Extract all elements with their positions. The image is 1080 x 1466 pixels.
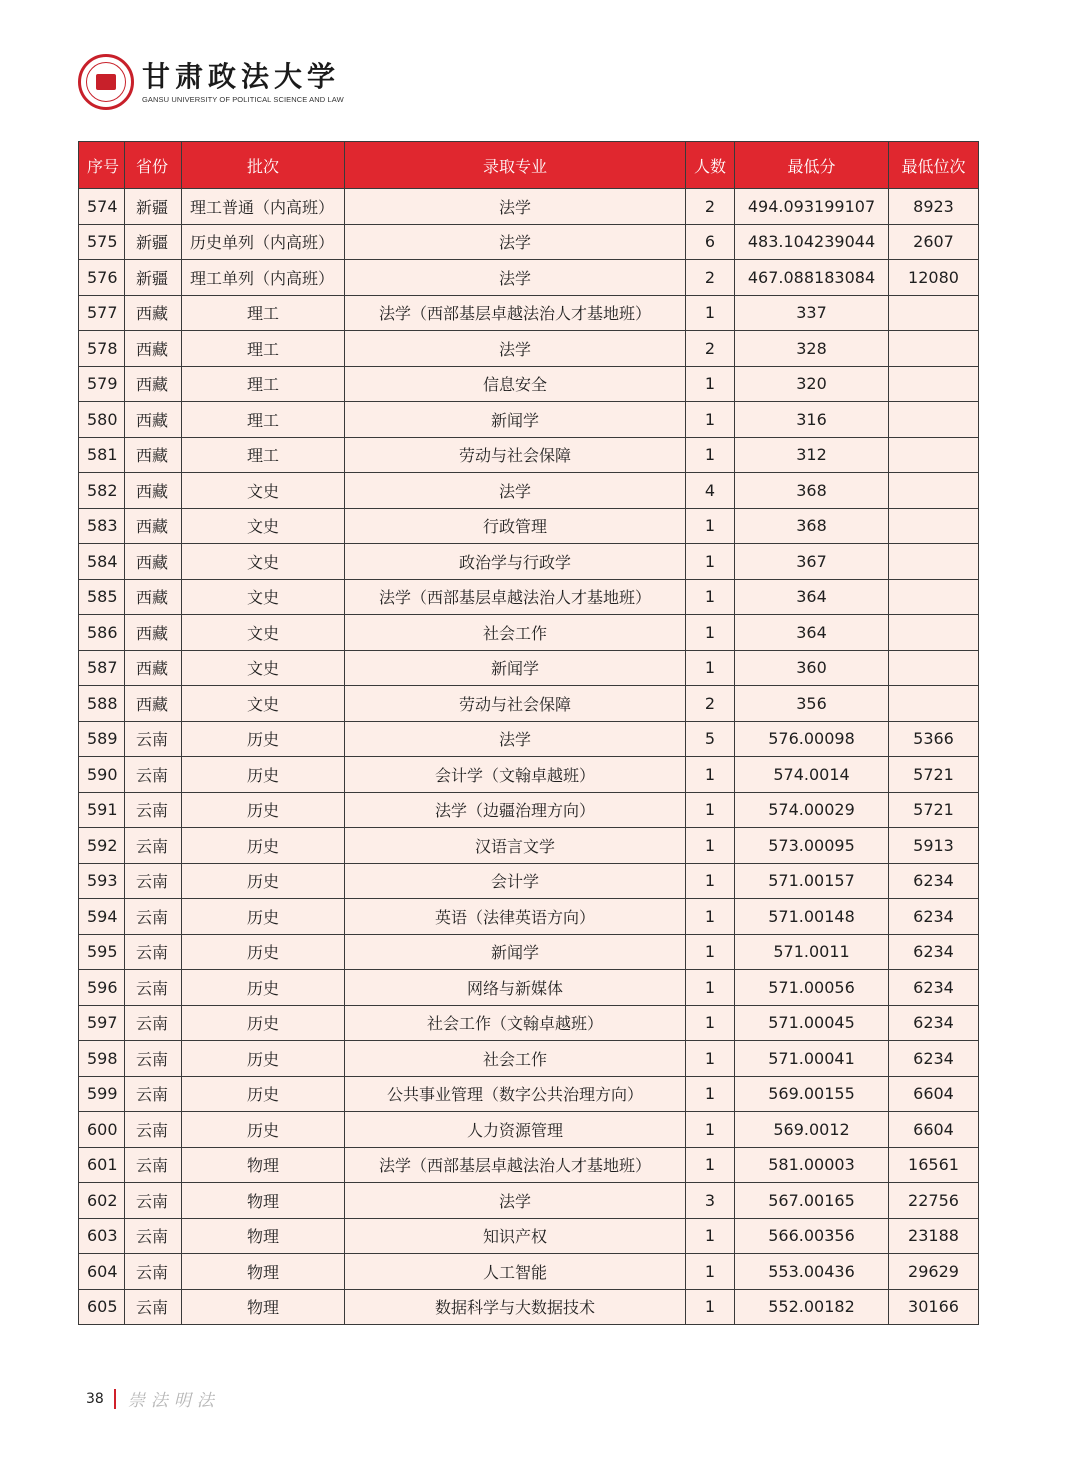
table-row [79, 1218, 979, 1254]
cell-index: 605 [79, 1289, 125, 1325]
cell-batch: 物理 [182, 1218, 345, 1254]
cell-count: 2 [686, 331, 735, 367]
cell-province: 云南 [125, 721, 182, 757]
cell-batch: 历史 [182, 899, 345, 935]
university-brand [142, 61, 344, 104]
cell-count: 4 [686, 473, 735, 509]
cell-batch: 文史 [182, 544, 345, 580]
cell-count: 1 [686, 366, 735, 402]
table-row [79, 437, 979, 473]
table-row [79, 544, 979, 580]
cell-count: 2 [686, 189, 735, 225]
cell-index: 600 [79, 1112, 125, 1148]
cell-min-score: 581.00003 [735, 1147, 889, 1183]
cell-province: 云南 [125, 1005, 182, 1041]
cell-min-rank: 6234 [889, 970, 979, 1006]
cell-major: 劳动与社会保障 [345, 686, 686, 722]
cell-index: 594 [79, 899, 125, 935]
cell-min-score: 337 [735, 295, 889, 331]
cell-major: 网络与新媒体 [345, 970, 686, 1006]
cell-province: 云南 [125, 863, 182, 899]
cell-batch: 历史 [182, 1076, 345, 1112]
cell-min-score: 571.00148 [735, 899, 889, 935]
cell-min-rank [889, 650, 979, 686]
admission-table [78, 141, 979, 1325]
cell-batch: 物理 [182, 1254, 345, 1290]
footer-motto: 崇法明法 [127, 1391, 220, 1411]
cell-province: 西藏 [125, 615, 182, 651]
cell-count: 1 [686, 934, 735, 970]
cell-province: 新疆 [125, 224, 182, 260]
table-row [79, 189, 979, 225]
cell-index: 584 [79, 544, 125, 580]
cell-count: 6 [686, 224, 735, 260]
cell-min-rank [889, 544, 979, 580]
cell-count: 2 [686, 260, 735, 296]
cell-min-score: 552.00182 [735, 1289, 889, 1325]
cell-major: 法学 [345, 331, 686, 367]
table-row [79, 473, 979, 509]
cell-batch: 历史 [182, 792, 345, 828]
cell-min-score: 574.0014 [735, 757, 889, 793]
cell-index: 585 [79, 579, 125, 615]
cell-min-rank [889, 331, 979, 367]
cell-min-rank [889, 473, 979, 509]
cell-major: 新闻学 [345, 402, 686, 438]
cell-min-rank: 12080 [889, 260, 979, 296]
cell-batch: 历史 [182, 1041, 345, 1077]
cell-major: 法学 [345, 1183, 686, 1219]
cell-province: 云南 [125, 899, 182, 935]
cell-major: 公共事业管理（数字公共治理方向） [345, 1076, 686, 1112]
cell-min-rank [889, 366, 979, 402]
cell-batch: 文史 [182, 579, 345, 615]
table-row [79, 828, 979, 864]
cell-batch: 文史 [182, 615, 345, 651]
cell-min-score: 576.00098 [735, 721, 889, 757]
cell-count: 1 [686, 295, 735, 331]
table-row [79, 1183, 979, 1219]
cell-batch: 物理 [182, 1289, 345, 1325]
cell-index: 602 [79, 1183, 125, 1219]
cell-province: 云南 [125, 792, 182, 828]
cell-province: 云南 [125, 1076, 182, 1112]
cell-min-rank: 6234 [889, 899, 979, 935]
cell-index: 580 [79, 402, 125, 438]
cell-min-score: 566.00356 [735, 1218, 889, 1254]
cell-province: 新疆 [125, 189, 182, 225]
column-header-province: 省份 [125, 142, 182, 189]
cell-min-rank: 22756 [889, 1183, 979, 1219]
cell-min-rank: 6234 [889, 863, 979, 899]
cell-province: 云南 [125, 970, 182, 1006]
cell-province: 西藏 [125, 579, 182, 615]
cell-major: 法学（西部基层卓越法治人才基地班） [345, 1147, 686, 1183]
cell-min-score: 574.00029 [735, 792, 889, 828]
cell-major: 信息安全 [345, 366, 686, 402]
cell-min-rank: 6604 [889, 1076, 979, 1112]
cell-province: 云南 [125, 1218, 182, 1254]
cell-major: 知识产权 [345, 1218, 686, 1254]
table-row [79, 1005, 979, 1041]
cell-province: 西藏 [125, 437, 182, 473]
cell-index: 595 [79, 934, 125, 970]
cell-min-score: 567.00165 [735, 1183, 889, 1219]
cell-min-score: 368 [735, 473, 889, 509]
cell-province: 西藏 [125, 686, 182, 722]
cell-index: 589 [79, 721, 125, 757]
column-header-count: 人数 [686, 142, 735, 189]
cell-batch: 理工 [182, 437, 345, 473]
column-header-index: 序号 [79, 142, 125, 189]
cell-province: 西藏 [125, 544, 182, 580]
cell-major: 政治学与行政学 [345, 544, 686, 580]
cell-major: 会计学 [345, 863, 686, 899]
cell-index: 575 [79, 224, 125, 260]
column-header-min-rank: 最低位次 [889, 142, 979, 189]
cell-count: 1 [686, 899, 735, 935]
cell-index: 590 [79, 757, 125, 793]
table-row [79, 366, 979, 402]
cell-batch: 历史 [182, 863, 345, 899]
cell-min-rank: 8923 [889, 189, 979, 225]
cell-province: 西藏 [125, 402, 182, 438]
cell-province: 西藏 [125, 331, 182, 367]
cell-major: 法学（边疆治理方向） [345, 792, 686, 828]
cell-min-score: 316 [735, 402, 889, 438]
cell-index: 603 [79, 1218, 125, 1254]
table-row [79, 1076, 979, 1112]
cell-min-score: 494.093199107 [735, 189, 889, 225]
cell-min-rank: 5721 [889, 792, 979, 828]
cell-major: 新闻学 [345, 934, 686, 970]
cell-index: 576 [79, 260, 125, 296]
cell-count: 1 [686, 792, 735, 828]
table-row [79, 721, 979, 757]
cell-province: 西藏 [125, 650, 182, 686]
cell-min-score: 364 [735, 615, 889, 651]
cell-major: 社会工作 [345, 615, 686, 651]
cell-count: 1 [686, 1254, 735, 1290]
table-row [79, 331, 979, 367]
table-header-row [79, 142, 979, 189]
cell-batch: 理工 [182, 402, 345, 438]
cell-major: 法学 [345, 224, 686, 260]
cell-province: 云南 [125, 828, 182, 864]
cell-count: 1 [686, 402, 735, 438]
cell-index: 581 [79, 437, 125, 473]
cell-min-rank: 29629 [889, 1254, 979, 1290]
cell-batch: 历史 [182, 1005, 345, 1041]
cell-province: 云南 [125, 1254, 182, 1290]
cell-min-score: 367 [735, 544, 889, 580]
cell-min-score: 368 [735, 508, 889, 544]
cell-index: 592 [79, 828, 125, 864]
cell-major: 法学 [345, 473, 686, 509]
table-row [79, 970, 979, 1006]
cell-count: 1 [686, 1005, 735, 1041]
cell-major: 会计学（文翰卓越班） [345, 757, 686, 793]
cell-batch: 历史 [182, 1112, 345, 1148]
cell-major: 法学（西部基层卓越法治人才基地班） [345, 295, 686, 331]
cell-major: 汉语言文学 [345, 828, 686, 864]
cell-index: 582 [79, 473, 125, 509]
cell-batch: 理工普通（内高班） [182, 189, 345, 225]
cell-count: 1 [686, 970, 735, 1006]
cell-min-rank: 16561 [889, 1147, 979, 1183]
cell-province: 云南 [125, 1183, 182, 1219]
university-seal-icon [78, 54, 134, 110]
cell-index: 583 [79, 508, 125, 544]
table-row [79, 295, 979, 331]
cell-index: 596 [79, 970, 125, 1006]
table-row [79, 1041, 979, 1077]
table-row [79, 402, 979, 438]
cell-province: 西藏 [125, 366, 182, 402]
cell-major: 行政管理 [345, 508, 686, 544]
cell-min-score: 328 [735, 331, 889, 367]
table-row [79, 1147, 979, 1183]
cell-count: 1 [686, 1076, 735, 1112]
cell-index: 588 [79, 686, 125, 722]
cell-min-rank: 6234 [889, 1041, 979, 1077]
table-row [79, 792, 979, 828]
cell-min-rank [889, 615, 979, 651]
cell-min-score: 569.00155 [735, 1076, 889, 1112]
cell-count: 1 [686, 828, 735, 864]
cell-batch: 文史 [182, 686, 345, 722]
table-row [79, 899, 979, 935]
page-header [78, 52, 344, 112]
cell-min-rank: 23188 [889, 1218, 979, 1254]
cell-count: 1 [686, 544, 735, 580]
cell-batch: 理工 [182, 295, 345, 331]
cell-batch: 理工单列（内高班） [182, 260, 345, 296]
cell-min-score: 569.0012 [735, 1112, 889, 1148]
cell-major: 法学 [345, 260, 686, 296]
table-row [79, 650, 979, 686]
cell-min-rank [889, 686, 979, 722]
cell-min-score: 467.088183084 [735, 260, 889, 296]
cell-min-score: 356 [735, 686, 889, 722]
cell-province: 新疆 [125, 260, 182, 296]
cell-batch: 历史 [182, 970, 345, 1006]
cell-province: 云南 [125, 934, 182, 970]
cell-count: 1 [686, 579, 735, 615]
cell-province: 云南 [125, 1289, 182, 1325]
cell-major: 社会工作 [345, 1041, 686, 1077]
cell-major: 法学 [345, 189, 686, 225]
table-row [79, 579, 979, 615]
cell-min-score: 553.00436 [735, 1254, 889, 1290]
table-row [79, 224, 979, 260]
cell-count: 1 [686, 650, 735, 686]
cell-min-rank [889, 508, 979, 544]
table-row [79, 1254, 979, 1290]
cell-index: 574 [79, 189, 125, 225]
cell-min-rank: 2607 [889, 224, 979, 260]
column-header-major: 录取专业 [345, 142, 686, 189]
cell-major: 人力资源管理 [345, 1112, 686, 1148]
cell-batch: 文史 [182, 650, 345, 686]
cell-index: 597 [79, 1005, 125, 1041]
cell-province: 云南 [125, 1041, 182, 1077]
cell-index: 586 [79, 615, 125, 651]
cell-batch: 物理 [182, 1147, 345, 1183]
cell-index: 587 [79, 650, 125, 686]
cell-index: 604 [79, 1254, 125, 1290]
cell-min-score: 571.00045 [735, 1005, 889, 1041]
cell-province: 云南 [125, 757, 182, 793]
cell-major: 社会工作（文翰卓越班） [345, 1005, 686, 1041]
cell-count: 1 [686, 1112, 735, 1148]
cell-batch: 历史 [182, 757, 345, 793]
table-row [79, 686, 979, 722]
cell-index: 599 [79, 1076, 125, 1112]
cell-count: 1 [686, 1041, 735, 1077]
cell-min-score: 571.0011 [735, 934, 889, 970]
cell-min-rank: 6234 [889, 934, 979, 970]
cell-count: 3 [686, 1183, 735, 1219]
page-number: 38 [86, 1390, 104, 1407]
cell-count: 1 [686, 508, 735, 544]
cell-major: 英语（法律英语方向） [345, 899, 686, 935]
cell-major: 数据科学与大数据技术 [345, 1289, 686, 1325]
cell-province: 西藏 [125, 473, 182, 509]
cell-count: 1 [686, 1147, 735, 1183]
table-row [79, 508, 979, 544]
cell-count: 1 [686, 1289, 735, 1325]
cell-index: 578 [79, 331, 125, 367]
table-row [79, 260, 979, 296]
cell-major: 人工智能 [345, 1254, 686, 1290]
cell-min-rank [889, 437, 979, 473]
cell-major: 法学（西部基层卓越法治人才基地班） [345, 579, 686, 615]
cell-min-rank [889, 402, 979, 438]
cell-index: 593 [79, 863, 125, 899]
cell-province: 云南 [125, 1112, 182, 1148]
cell-batch: 历史 [182, 721, 345, 757]
cell-province: 西藏 [125, 295, 182, 331]
cell-batch: 历史 [182, 828, 345, 864]
page-footer [86, 1386, 220, 1411]
cell-min-rank: 5913 [889, 828, 979, 864]
table-row [79, 615, 979, 651]
cell-batch: 文史 [182, 508, 345, 544]
cell-min-rank: 30166 [889, 1289, 979, 1325]
cell-batch: 历史 [182, 934, 345, 970]
cell-index: 598 [79, 1041, 125, 1077]
cell-count: 1 [686, 757, 735, 793]
table-row [79, 1289, 979, 1325]
cell-major: 新闻学 [345, 650, 686, 686]
cell-min-rank: 6234 [889, 1005, 979, 1041]
cell-min-score: 571.00041 [735, 1041, 889, 1077]
cell-min-rank: 6604 [889, 1112, 979, 1148]
cell-min-rank [889, 295, 979, 331]
cell-min-score: 364 [735, 579, 889, 615]
cell-min-score: 320 [735, 366, 889, 402]
cell-count: 1 [686, 863, 735, 899]
cell-min-rank [889, 579, 979, 615]
cell-min-score: 312 [735, 437, 889, 473]
cell-min-score: 573.00095 [735, 828, 889, 864]
cell-index: 579 [79, 366, 125, 402]
footer-divider [114, 1389, 116, 1409]
cell-count: 1 [686, 1218, 735, 1254]
cell-count: 2 [686, 686, 735, 722]
cell-index: 577 [79, 295, 125, 331]
cell-min-score: 360 [735, 650, 889, 686]
table-row [79, 934, 979, 970]
university-name-cn: 甘肃政法大学 [142, 59, 341, 93]
cell-batch: 理工 [182, 366, 345, 402]
table-row [79, 757, 979, 793]
cell-batch: 物理 [182, 1183, 345, 1219]
cell-province: 西藏 [125, 508, 182, 544]
cell-count: 5 [686, 721, 735, 757]
cell-count: 1 [686, 437, 735, 473]
cell-index: 601 [79, 1147, 125, 1183]
table-row [79, 863, 979, 899]
table-row [79, 1112, 979, 1148]
cell-index: 591 [79, 792, 125, 828]
cell-min-rank: 5366 [889, 721, 979, 757]
column-header-min-score: 最低分 [735, 142, 889, 189]
column-header-batch: 批次 [182, 142, 345, 189]
cell-batch: 历史单列（内高班） [182, 224, 345, 260]
cell-min-score: 483.104239044 [735, 224, 889, 260]
cell-batch: 文史 [182, 473, 345, 509]
cell-min-score: 571.00056 [735, 970, 889, 1006]
university-name-en: GANSU UNIVERSITY OF POLITICAL SCIENCE AND LAW [142, 94, 344, 104]
cell-major: 法学 [345, 721, 686, 757]
cell-province: 云南 [125, 1147, 182, 1183]
cell-min-rank: 5721 [889, 757, 979, 793]
cell-batch: 理工 [182, 331, 345, 367]
cell-min-score: 571.00157 [735, 863, 889, 899]
cell-major: 劳动与社会保障 [345, 437, 686, 473]
cell-count: 1 [686, 615, 735, 651]
